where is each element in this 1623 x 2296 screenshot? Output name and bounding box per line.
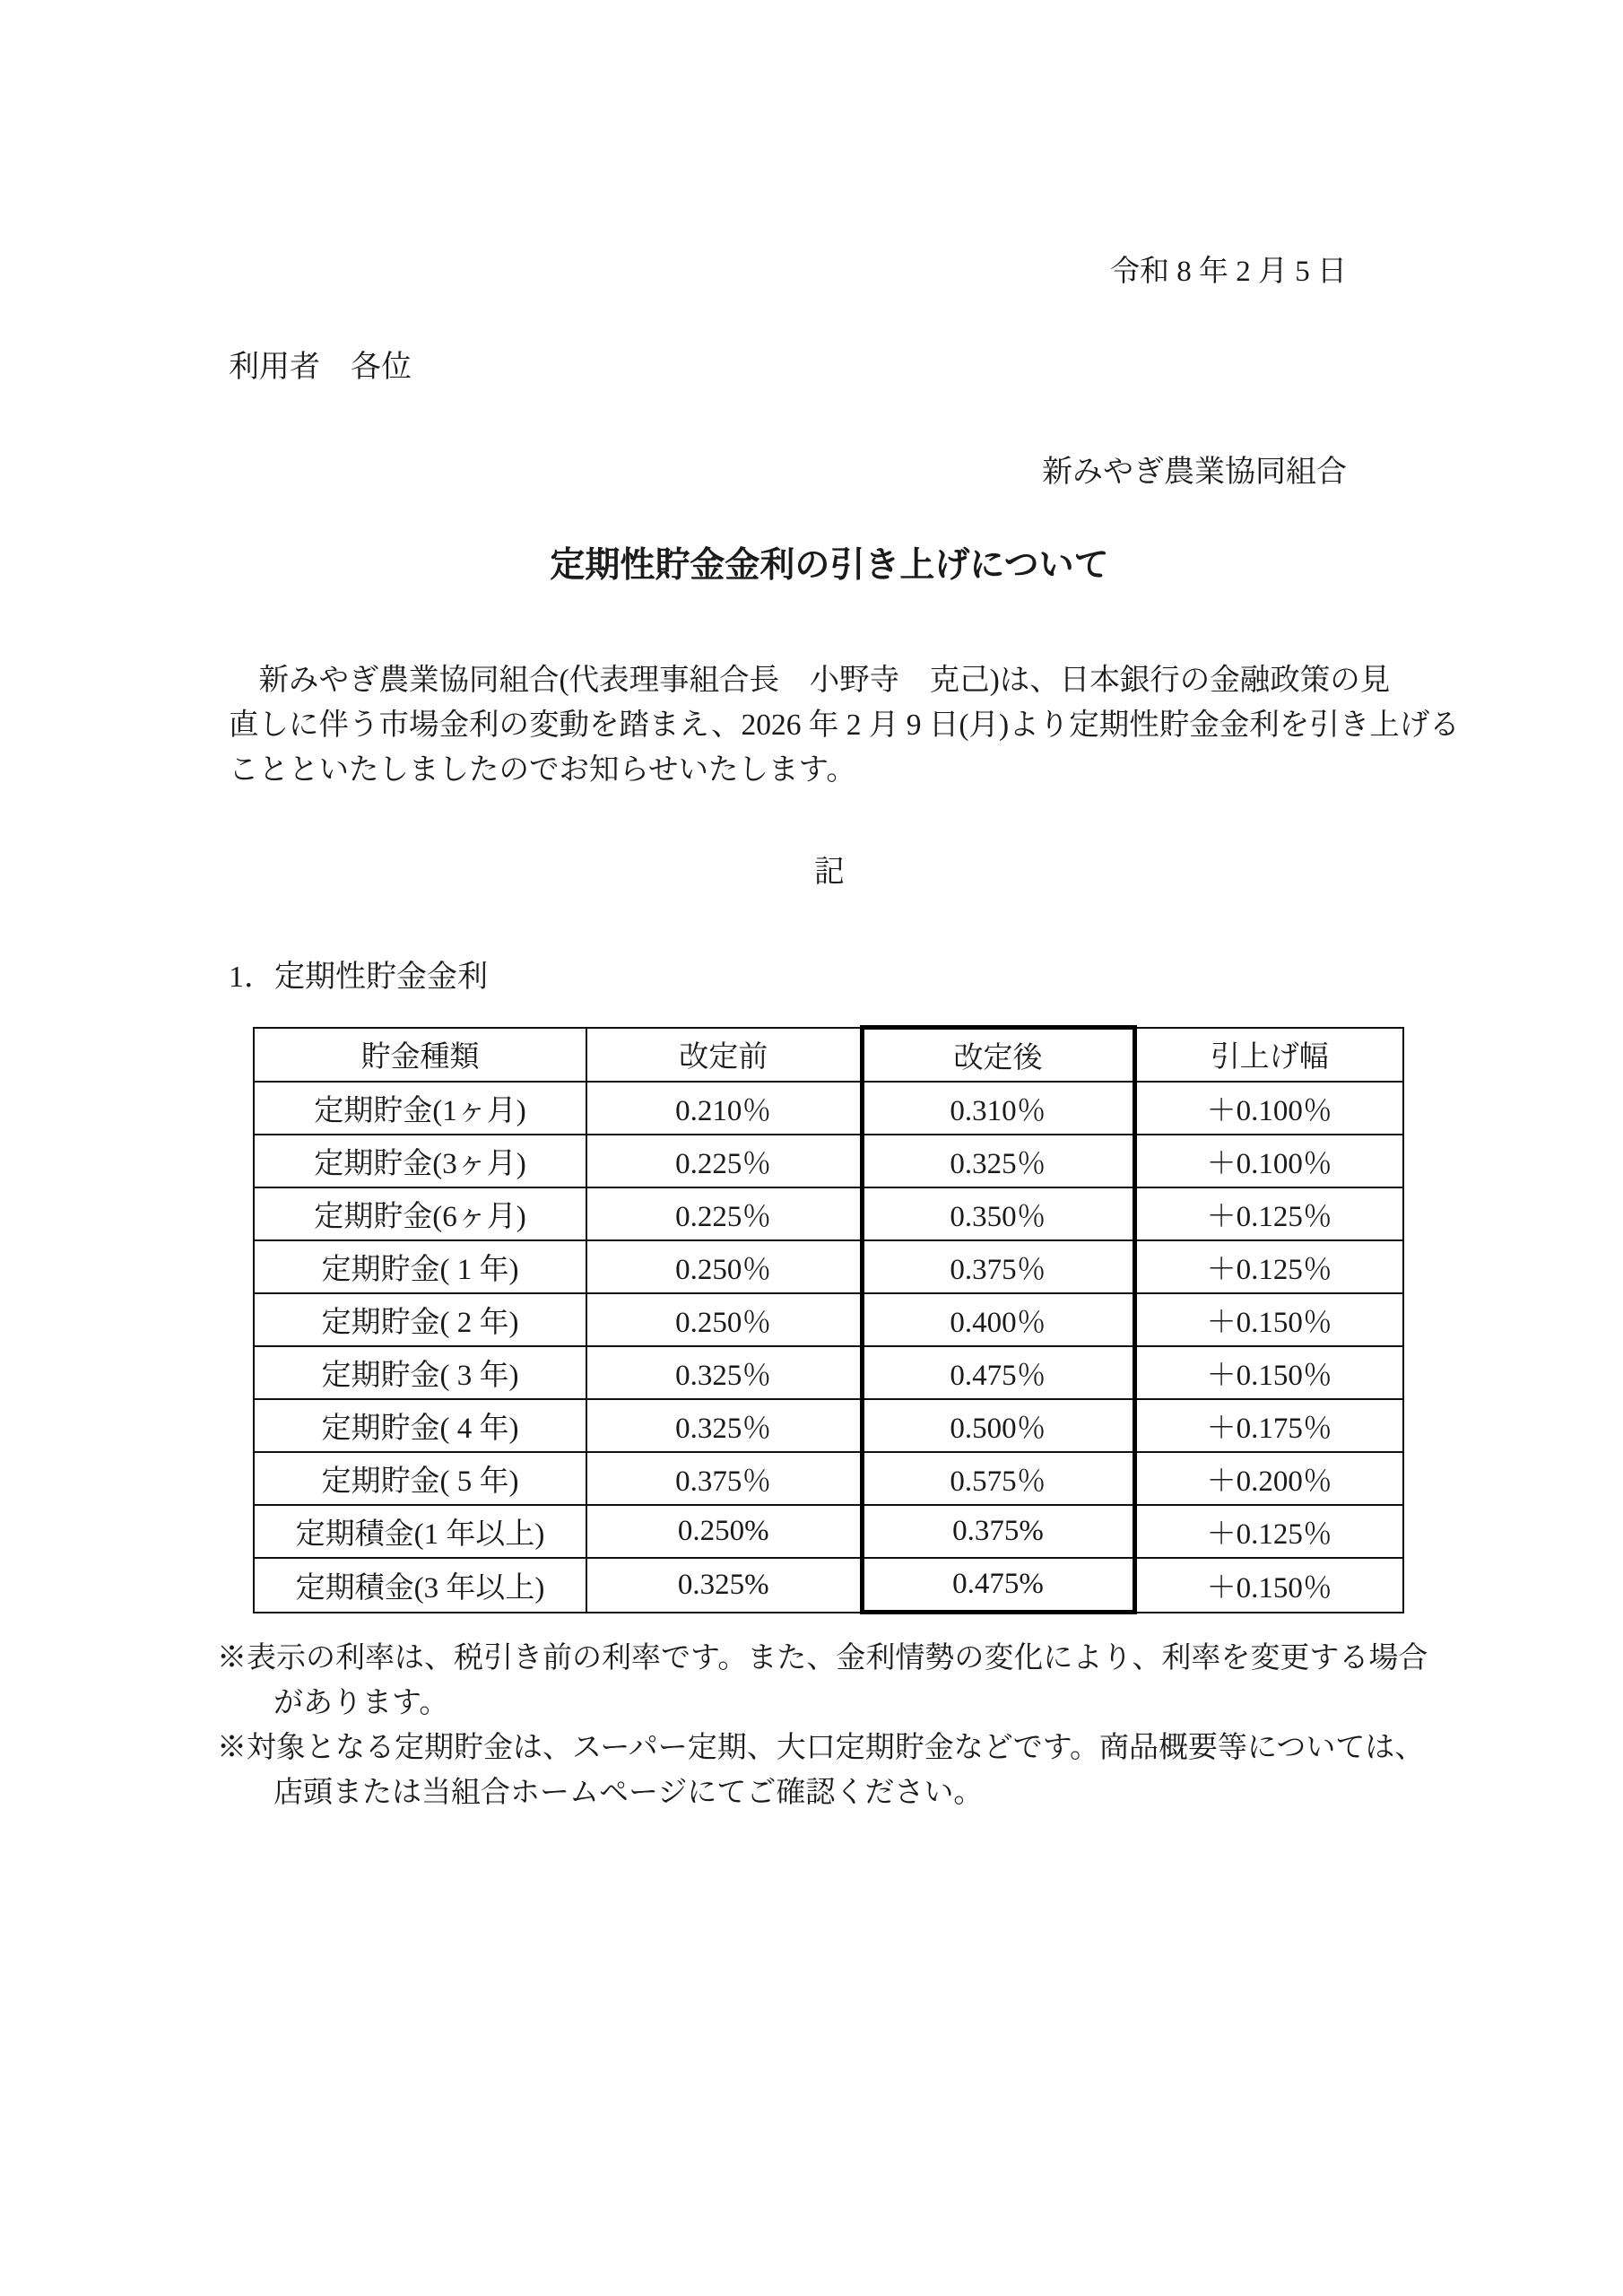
deposit-type-cell: 定期貯金( 5 年) bbox=[254, 1452, 586, 1505]
rate-before-cell: 0.225％ bbox=[586, 1135, 862, 1187]
note-line: ※表示の利率は、税引き前の利率です。また、金利情勢の変化により、利率を変更する場合 bbox=[217, 1642, 1428, 1674]
rate-before-cell: 0.250％ bbox=[586, 1293, 862, 1346]
table-row bbox=[254, 1187, 1403, 1240]
body-line: 新みやぎ農業協同組合(代表理事組合長 小野寺 克己)は、日本銀行の金融政策の見 bbox=[229, 664, 1391, 697]
table-row bbox=[254, 1135, 1403, 1187]
increase-cell: ＋0.150％ bbox=[1134, 1346, 1403, 1399]
increase-cell: ＋0.125％ bbox=[1134, 1240, 1403, 1293]
rate-before-cell: 0.375％ bbox=[586, 1452, 862, 1505]
column-header-deposit-type: 貯金種類 bbox=[254, 1028, 586, 1083]
deposit-type-cell: 定期積金(1 年以上) bbox=[254, 1505, 586, 1558]
table-row bbox=[254, 1505, 1403, 1558]
deposit-rate-table bbox=[253, 1025, 1404, 1614]
column-header-increase: 引上げ幅 bbox=[1134, 1028, 1403, 1083]
body-line: ことといたしましたのでお知らせいたします。 bbox=[229, 753, 856, 787]
table-row bbox=[254, 1240, 1403, 1293]
increase-cell: ＋0.125％ bbox=[1134, 1187, 1403, 1240]
increase-cell: ＋0.100％ bbox=[1134, 1082, 1403, 1135]
deposit-type-cell: 定期貯金( 2 年) bbox=[254, 1293, 586, 1346]
rate-before-cell: 0.325％ bbox=[586, 1346, 862, 1399]
table-row bbox=[254, 1082, 1403, 1135]
rate-before-cell: 0.210％ bbox=[586, 1082, 862, 1135]
rate-after-cell: 0.310％ bbox=[862, 1082, 1134, 1135]
sender-organization: 新みやぎ農業協同組合 bbox=[1042, 456, 1347, 489]
rate-before-cell: 0.250% bbox=[586, 1505, 862, 1558]
increase-cell: ＋0.150％ bbox=[1134, 1293, 1403, 1346]
document-date: 令和 8 年 2 月 5 日 bbox=[1110, 256, 1347, 288]
footnotes bbox=[217, 1636, 1430, 1815]
table-row bbox=[254, 1346, 1403, 1399]
deposit-type-cell: 定期貯金( 3 年) bbox=[254, 1346, 586, 1399]
table-row bbox=[254, 1293, 1403, 1346]
deposit-type-cell: 定期貯金( 4 年) bbox=[254, 1399, 586, 1452]
table-row bbox=[254, 1399, 1403, 1452]
rate-after-cell: 0.575％ bbox=[862, 1452, 1134, 1505]
deposit-type-cell: 定期貯金(1ヶ月) bbox=[254, 1082, 586, 1135]
table-row bbox=[254, 1452, 1403, 1505]
deposit-type-cell: 定期貯金( 1 年) bbox=[254, 1240, 586, 1293]
column-header-rate-before: 改定前 bbox=[586, 1028, 862, 1083]
rate-after-cell: 0.475% bbox=[862, 1558, 1134, 1613]
table-header-row bbox=[254, 1028, 1403, 1083]
body-line: 直しに伴う市場金利の変動を踏まえ、2026 年 2 月 9 日(月)より定期性貯金金利を引き上げる bbox=[229, 709, 1460, 742]
rate-after-cell: 0.400％ bbox=[862, 1293, 1134, 1346]
rate-after-cell: 0.475％ bbox=[862, 1346, 1134, 1399]
column-header-rate-after: 改定後 bbox=[862, 1028, 1134, 1083]
note-line: があります。 bbox=[273, 1687, 449, 1719]
deposit-type-cell: 定期積金(3 年以上) bbox=[254, 1558, 586, 1613]
table-row bbox=[254, 1558, 1403, 1613]
rate-before-cell: 0.250％ bbox=[586, 1240, 862, 1293]
deposit-type-cell: 定期貯金(3ヶ月) bbox=[254, 1135, 586, 1187]
section-heading: 1．定期性貯金金利 bbox=[229, 961, 488, 994]
rate-before-cell: 0.325％ bbox=[586, 1399, 862, 1452]
document-title: 定期性貯金金利の引き上げについて bbox=[550, 546, 1109, 585]
note-line: 店頭または当組合ホームページにてご確認ください。 bbox=[273, 1777, 984, 1809]
rate-after-cell: 0.325％ bbox=[862, 1135, 1134, 1187]
body-paragraph bbox=[229, 658, 1460, 793]
rate-before-cell: 0.325% bbox=[586, 1558, 862, 1613]
increase-cell: ＋0.100％ bbox=[1134, 1135, 1403, 1187]
note-line: ※対象となる定期貯金は、スーパー定期、大口定期貯金などです。商品概要等については、 bbox=[217, 1732, 1425, 1764]
recipient-line: 利用者 各位 bbox=[229, 351, 412, 384]
increase-cell: ＋0.200％ bbox=[1134, 1452, 1403, 1505]
record-marker: 記 bbox=[814, 856, 845, 889]
rate-after-cell: 0.375％ bbox=[862, 1240, 1134, 1293]
deposit-type-cell: 定期貯金(6ヶ月) bbox=[254, 1187, 586, 1240]
rate-after-cell: 0.375% bbox=[862, 1505, 1134, 1558]
increase-cell: ＋0.175％ bbox=[1134, 1399, 1403, 1452]
increase-cell: ＋0.150％ bbox=[1134, 1558, 1403, 1613]
rate-table-body bbox=[254, 1082, 1403, 1613]
rate-after-cell: 0.350％ bbox=[862, 1187, 1134, 1240]
rate-after-cell: 0.500％ bbox=[862, 1399, 1134, 1452]
rate-before-cell: 0.225％ bbox=[586, 1187, 862, 1240]
increase-cell: ＋0.125％ bbox=[1134, 1505, 1403, 1558]
